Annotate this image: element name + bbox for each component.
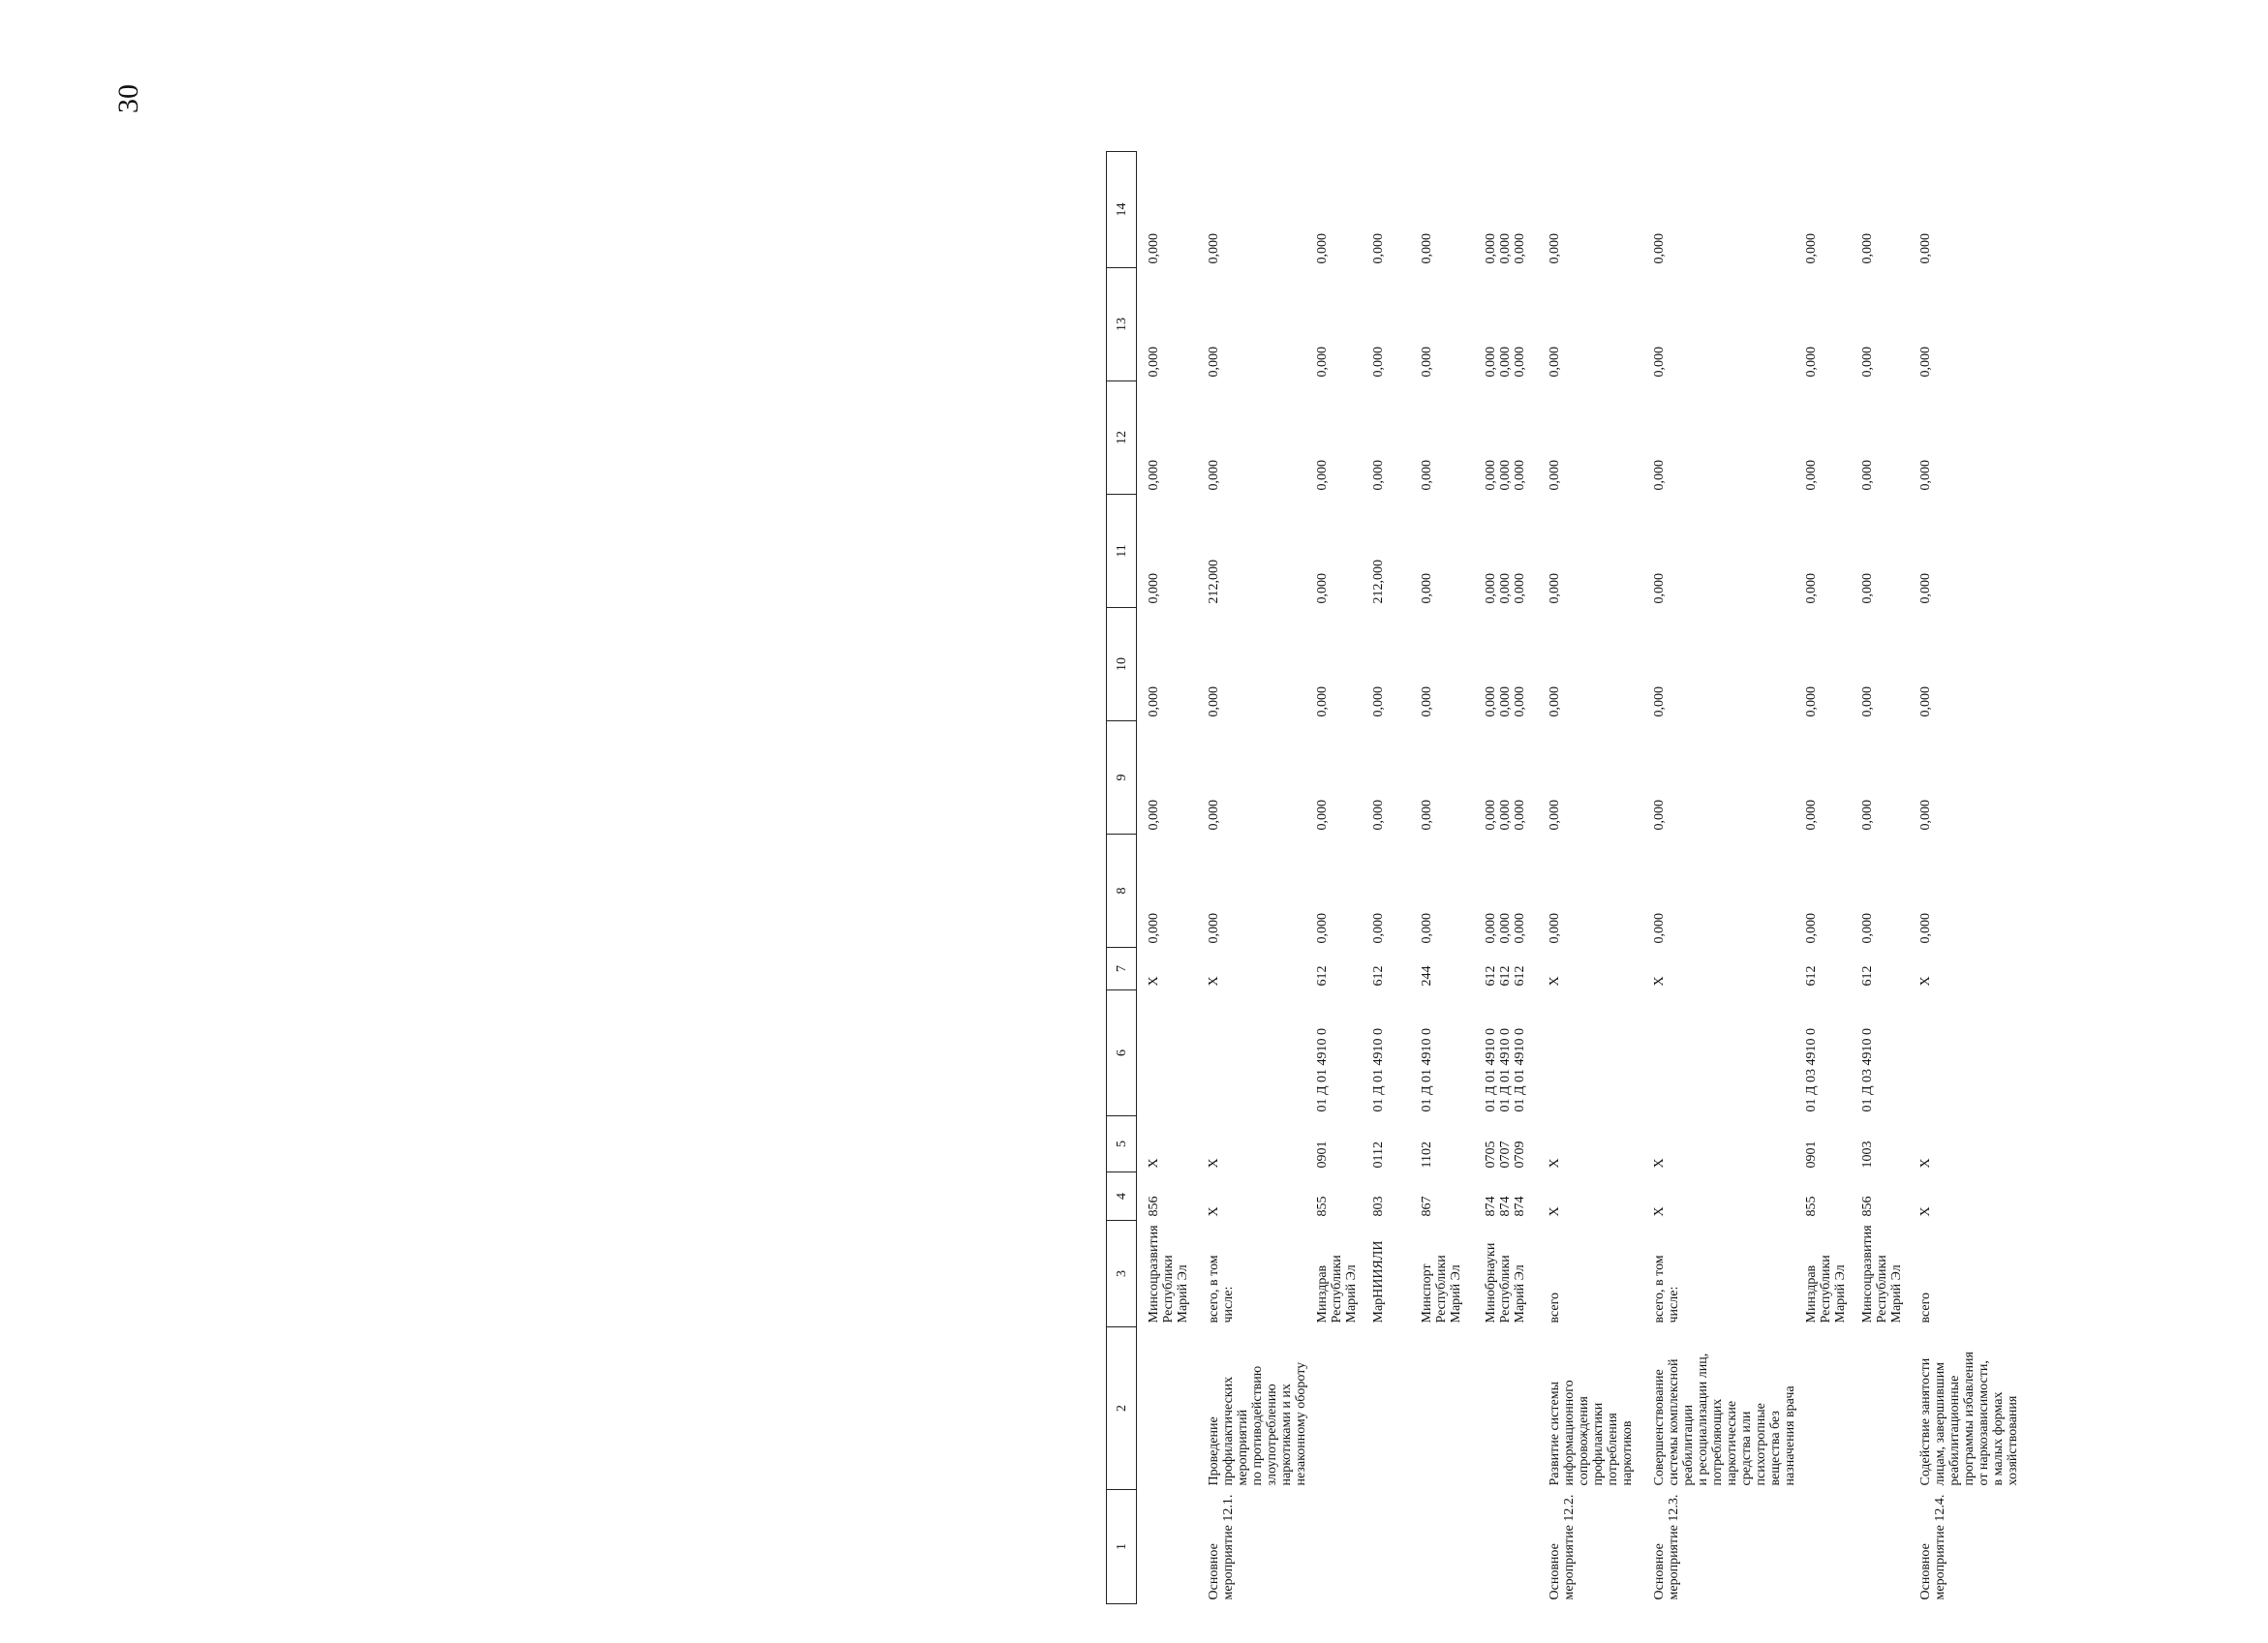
table-row — [1143, 152, 1203, 1604]
cell-col-10: 0,000 — [1315, 686, 1330, 717]
cell-col-2: Совершенствование системы комплексной реабилитации и ресоциализации лиц, потребляющих наркотические средства или психотропные вещества без назначения врача — [1652, 1353, 1797, 1486]
cell-col-13: 0,000 — [1860, 347, 1875, 378]
cell-col-3: Минобрнауки Республики Марий Эл — [1484, 1242, 1527, 1324]
cell-col-8: 0,000 — [1207, 913, 1221, 944]
column-header-13: 13 — [1107, 268, 1137, 381]
table-row — [1856, 152, 1915, 1604]
column-header-11: 11 — [1107, 495, 1137, 608]
cell-col-11: 0,000 — [1315, 573, 1330, 604]
cell-col-8: 0,000 — [1652, 913, 1667, 944]
cell-col-5: 0705 0707 0709 — [1484, 1141, 1527, 1169]
cell-col-2 — [1800, 1327, 1856, 1490]
cell-col-9: 0,000 — [1315, 800, 1330, 831]
cell-col-7: X — [1918, 976, 1933, 987]
cell-col-14: 0,000 — [1860, 233, 1875, 264]
cell-col-7: X — [1207, 976, 1221, 987]
cell-col-3: всего, в том числе: — [1207, 1255, 1236, 1324]
table-row — [1311, 152, 1367, 1604]
table-header-row — [1107, 152, 1137, 1604]
cell-col-4: 856 — [1860, 1196, 1875, 1217]
cell-col-12: 0,000 — [1207, 460, 1221, 491]
cell-col-3: МарНИИЯЛИ — [1371, 1240, 1386, 1324]
cell-col-13: 0,000 — [1371, 347, 1386, 378]
rotated-table-container — [1106, 152, 2268, 1604]
cell-col-14: 0,000 — [1804, 233, 1819, 264]
cell-col-4: 803 — [1371, 1196, 1386, 1217]
cell-col-13: 0,000 — [1804, 347, 1819, 378]
cell-col-8: 0,000 — [1371, 913, 1386, 944]
cell-col-12: 0,000 — [1371, 460, 1386, 491]
cell-col-10: 0,000 — [1860, 686, 1875, 717]
column-header-4: 4 — [1107, 1172, 1137, 1221]
cell-col-8: 0,000 — [1420, 913, 1434, 944]
cell-col-4: 855 — [1804, 1196, 1819, 1217]
cell-col-2: Проведение профилактических мероприятий по противодействию злоупотреблению наркотиками и их незаконному обороту — [1207, 1361, 1308, 1486]
column-header-1: 1 — [1107, 1490, 1137, 1604]
cell-col-12: 0,000 — [1918, 460, 1933, 491]
column-header-9: 9 — [1107, 721, 1137, 835]
cell-col-13: 0,000 — [1918, 347, 1933, 378]
cell-col-12: 0,000 — [1804, 460, 1819, 491]
cell-col-11: 0,000 0,000 0,000 — [1484, 573, 1527, 604]
cell-col-8: 0,000 0,000 0,000 — [1484, 913, 1527, 944]
cell-col-1: Основное мероприятие 12.4. — [1918, 1494, 1947, 1600]
cell-col-4: X — [1918, 1206, 1933, 1217]
cell-col-8: 0,000 — [1918, 913, 1933, 944]
column-header-2: 2 — [1107, 1327, 1137, 1490]
cell-col-2 — [1311, 1327, 1367, 1490]
cell-col-6: 01 Д 01 4910 0 — [1315, 1027, 1330, 1112]
cell-col-3: Минсоцразвития Республики Марий Эл — [1147, 1225, 1190, 1324]
cell-col-1 — [1311, 1490, 1367, 1604]
cell-col-7: X — [1652, 976, 1667, 987]
cell-col-1: Основное мероприятие 12.3. — [1652, 1494, 1681, 1600]
column-header-14: 14 — [1107, 152, 1137, 268]
cell-col-12: 0,000 — [1315, 460, 1330, 491]
cell-col-14: 0,000 — [1207, 233, 1221, 264]
cell-col-4: 874 874 874 — [1484, 1196, 1527, 1217]
cell-col-8: 0,000 — [1548, 913, 1562, 944]
column-header-5: 5 — [1107, 1116, 1137, 1172]
cell-col-2: Развитие системы информационного сопровождения профилактики потребления наркотиков — [1548, 1380, 1635, 1486]
cell-col-1 — [1367, 1490, 1416, 1604]
cell-col-5: X — [1548, 1158, 1562, 1169]
cell-col-11: 0,000 — [1548, 573, 1562, 604]
cell-col-12: 0,000 — [1420, 460, 1434, 491]
cell-col-1: Основное мероприятие 12.2. — [1548, 1494, 1577, 1600]
cell-col-7: 612 — [1804, 965, 1819, 987]
cell-col-11: 0,000 — [1652, 573, 1667, 604]
column-header-6: 6 — [1107, 990, 1137, 1116]
cell-col-13: 0,000 — [1207, 347, 1221, 378]
cell-col-8: 0,000 — [1147, 913, 1161, 944]
cell-col-6: 01 Д 03 4910 0 — [1804, 1027, 1819, 1112]
cell-col-2 — [1856, 1327, 1915, 1490]
column-header-3: 3 — [1107, 1221, 1137, 1327]
cell-col-10: 0,000 — [1371, 686, 1386, 717]
table-row — [1648, 152, 1800, 1604]
cell-col-11: 0,000 — [1804, 573, 1819, 604]
cell-col-3: Минздрав Республики Марий Эл — [1804, 1255, 1848, 1324]
cell-col-7: 612 — [1371, 965, 1386, 987]
cell-col-2 — [1480, 1327, 1544, 1490]
cell-col-13: 0,000 — [1652, 347, 1667, 378]
cell-col-14: 0,000 0,000 0,000 — [1484, 233, 1527, 264]
cell-col-13: 0,000 — [1548, 347, 1562, 378]
cell-col-12: 0,000 0,000 0,000 — [1484, 460, 1527, 491]
cell-col-6 — [1648, 990, 1800, 1116]
cell-col-5: 0901 — [1804, 1141, 1819, 1169]
cell-col-2 — [1416, 1327, 1480, 1490]
cell-col-4: 856 — [1147, 1196, 1161, 1217]
table-body — [1137, 152, 2024, 1604]
cell-col-10: 0,000 — [1804, 686, 1819, 717]
cell-col-1 — [1143, 1490, 1203, 1604]
cell-col-11: 0,000 — [1147, 573, 1161, 604]
cell-col-6 — [1915, 990, 2023, 1116]
cell-col-6 — [1143, 990, 1203, 1116]
cell-col-9: 0,000 — [1147, 800, 1161, 831]
cell-col-6: 01 Д 01 4910 0 01 Д 01 4910 0 01 Д 01 4910 0 — [1484, 1027, 1527, 1112]
cell-col-13: 0,000 — [1315, 347, 1330, 378]
cell-col-4: 855 — [1315, 1196, 1330, 1217]
cell-col-12: 0,000 — [1147, 460, 1161, 491]
cell-col-13: 0,000 0,000 0,000 — [1484, 347, 1527, 378]
cell-col-6 — [1544, 990, 1648, 1116]
cell-col-11: 212,000 — [1207, 560, 1221, 604]
cell-col-5: X — [1918, 1158, 1933, 1169]
cell-col-9: 0,000 — [1918, 800, 1933, 831]
cell-col-14: 0,000 — [1147, 233, 1161, 264]
cell-col-13: 0,000 — [1420, 347, 1434, 378]
cell-col-3: Минсоцразвития Республики Марий Эл — [1860, 1225, 1904, 1324]
cell-col-1: Основное мероприятие 12.1. — [1207, 1494, 1236, 1600]
cell-col-5: X — [1652, 1158, 1667, 1169]
cell-col-2 — [1367, 1327, 1416, 1490]
cell-col-13: 0,000 — [1147, 347, 1161, 378]
table-row — [1416, 152, 1480, 1604]
cell-col-7: X — [1548, 976, 1562, 987]
cell-col-11: 212,000 — [1371, 560, 1386, 604]
cell-col-8: 0,000 — [1804, 913, 1819, 944]
cell-col-3: Минздрав Республики Марий Эл — [1315, 1255, 1359, 1324]
cell-col-9: 0,000 0,000 0,000 — [1484, 800, 1527, 831]
cell-col-1 — [1480, 1490, 1544, 1604]
cell-col-7: 612 — [1860, 965, 1875, 987]
table-row — [1800, 152, 1856, 1604]
column-header-8: 8 — [1107, 835, 1137, 948]
cell-col-2 — [1143, 1327, 1203, 1490]
budget-table — [1106, 151, 2023, 1604]
cell-col-7: X — [1147, 976, 1161, 987]
cell-col-4: 867 — [1420, 1196, 1434, 1217]
cell-col-12: 0,000 — [1860, 460, 1875, 491]
cell-col-10: 0,000 0,000 0,000 — [1484, 686, 1527, 717]
table-row — [1544, 152, 1648, 1604]
cell-col-5: X — [1147, 1158, 1161, 1169]
column-header-12: 12 — [1107, 381, 1137, 495]
cell-col-11: 0,000 — [1420, 573, 1434, 604]
cell-col-3: Минспорт Республики Марий Эл — [1420, 1255, 1463, 1324]
cell-col-4: X — [1652, 1206, 1667, 1217]
cell-col-6: 01 Д 03 4910 0 — [1860, 1027, 1875, 1112]
table-row — [1915, 152, 2023, 1604]
cell-col-14: 0,000 — [1420, 233, 1434, 264]
page-number: 30 — [112, 84, 144, 113]
cell-col-1 — [1800, 1490, 1856, 1604]
cell-col-6 — [1203, 990, 1311, 1116]
cell-col-1 — [1856, 1490, 1915, 1604]
cell-col-14: 0,000 — [1548, 233, 1562, 264]
cell-col-1 — [1416, 1490, 1480, 1604]
cell-col-7: 612 — [1315, 965, 1330, 987]
cell-col-4: X — [1548, 1206, 1562, 1217]
cell-col-9: 0,000 — [1860, 800, 1875, 831]
cell-col-10: 0,000 — [1207, 686, 1221, 717]
cell-col-12: 0,000 — [1548, 460, 1562, 491]
cell-col-5: 1102 — [1420, 1141, 1434, 1169]
table-row — [1367, 152, 1416, 1604]
cell-col-10: 0,000 — [1420, 686, 1434, 717]
cell-col-10: 0,000 — [1147, 686, 1161, 717]
cell-col-5: 1003 — [1860, 1141, 1875, 1169]
cell-col-8: 0,000 — [1860, 913, 1875, 944]
cell-col-11: 0,000 — [1860, 573, 1875, 604]
cell-col-9: 0,000 — [1804, 800, 1819, 831]
cell-col-9: 0,000 — [1652, 800, 1667, 831]
cell-col-5: X — [1207, 1158, 1221, 1169]
cell-col-14: 0,000 — [1652, 233, 1667, 264]
cell-col-4: X — [1207, 1206, 1221, 1217]
cell-col-9: 0,000 — [1207, 800, 1221, 831]
cell-col-12: 0,000 — [1652, 460, 1667, 491]
cell-col-8: 0,000 — [1315, 913, 1330, 944]
cell-col-7: 244 — [1420, 965, 1434, 987]
cell-col-14: 0,000 — [1918, 233, 1933, 264]
cell-col-9: 0,000 — [1548, 800, 1562, 831]
cell-col-6: 01 Д 01 4910 0 — [1371, 1027, 1386, 1112]
cell-col-11: 0,000 — [1918, 573, 1933, 604]
cell-col-7: 612 612 612 — [1484, 965, 1527, 987]
table-row — [1480, 152, 1544, 1604]
cell-col-6: 01 Д 01 4910 0 — [1420, 1027, 1434, 1112]
cell-col-3: всего, в том числе: — [1652, 1255, 1681, 1324]
cell-col-14: 0,000 — [1315, 233, 1330, 264]
cell-col-3: всего — [1918, 1292, 1933, 1324]
cell-col-5: 0112 — [1371, 1141, 1386, 1169]
cell-col-2: Содействие занятости лицам, завершившим реабилитационные программы избавления от наркозависимости, в малых формах хозяйствования — [1918, 1352, 2020, 1486]
cell-col-14: 0,000 — [1371, 233, 1386, 264]
cell-col-5: 0901 — [1315, 1141, 1330, 1169]
cell-col-10: 0,000 — [1918, 686, 1933, 717]
column-header-10: 10 — [1107, 608, 1137, 721]
cell-col-10: 0,000 — [1548, 686, 1562, 717]
cell-col-10: 0,000 — [1652, 686, 1667, 717]
cell-col-9: 0,000 — [1371, 800, 1386, 831]
cell-col-3: всего — [1548, 1292, 1562, 1324]
cell-col-9: 0,000 — [1420, 800, 1434, 831]
table-row — [1203, 152, 1311, 1604]
column-header-7: 7 — [1107, 948, 1137, 990]
